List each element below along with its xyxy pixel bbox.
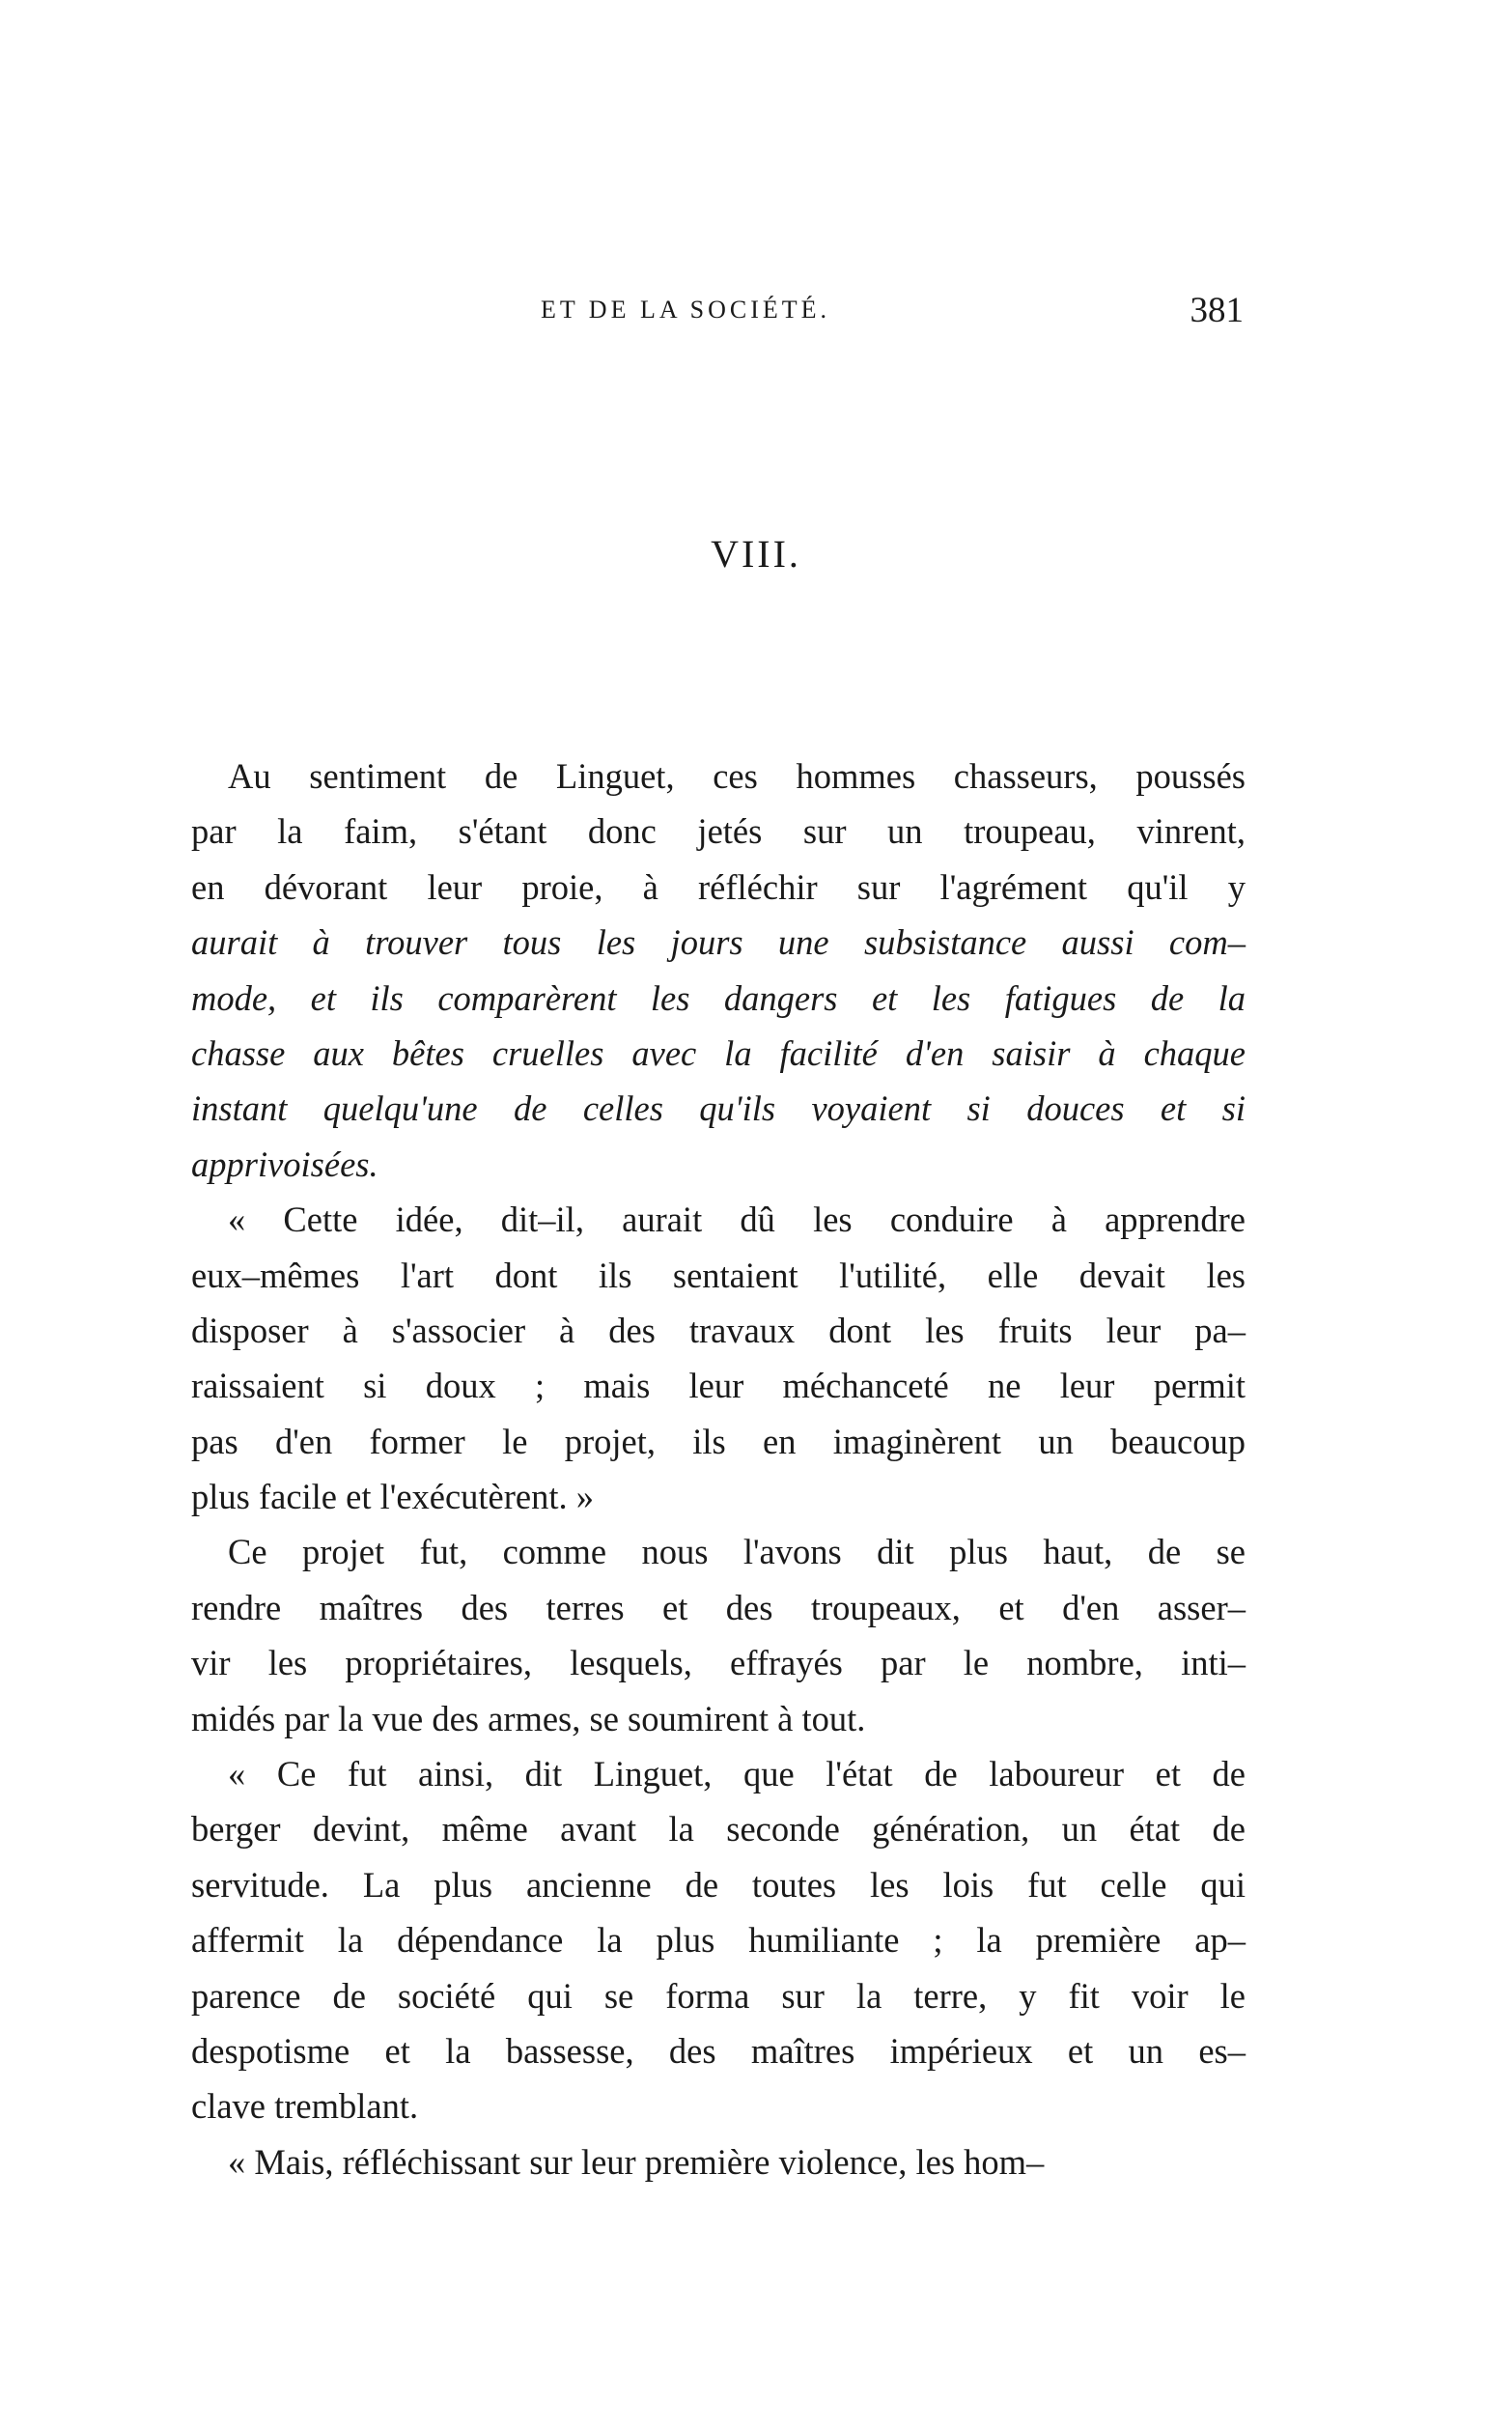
- running-title: ET DE LA SOCIÉTÉ.: [541, 296, 831, 324]
- text-line: servitude. La plus ancienne de toutes les lois fut celle qui: [191, 1864, 1246, 1905]
- text-line: instant quelqu'une de celles qu'ils voyaient si douces et si: [191, 1088, 1246, 1129]
- text-line: en dévorant leur proie, à réfléchir sur l'agrément qu'il y: [191, 866, 1246, 907]
- paragraph: [191, 2134, 1246, 2189]
- paragraph: [191, 1192, 1246, 1524]
- page-number: 381: [1190, 291, 1244, 330]
- text-line: aurait à trouver tous les jours une subsistance aussi com–: [191, 922, 1246, 963]
- text-line: mode, et ils comparèrent les dangers et les fatigues de la: [191, 977, 1246, 1018]
- text-line: disposer à s'associer à des travaux dont les fruits leur pa–: [191, 1310, 1246, 1350]
- text-line: Au sentiment de Linguet, ces hommes chasseurs, poussés: [228, 756, 1246, 796]
- text-line: raissaient si doux ; mais leur méchanceté ne leur permit: [191, 1366, 1246, 1406]
- text-line: midés par la vue des armes, se soumirent à tout.: [191, 1698, 866, 1738]
- running-head: [191, 291, 1244, 334]
- text-line: rendre maîtres des terres et des troupeaux, et d'en asser–: [191, 1587, 1246, 1627]
- text-line: berger devint, même avant la seconde génération, un état de: [191, 1809, 1246, 1850]
- paragraph: [191, 1746, 1246, 2134]
- body-text: [191, 748, 1246, 2189]
- text-line: Ce projet fut, comme nous l'avons dit plus haut, de se: [228, 1532, 1246, 1572]
- text-line: « Ce fut ainsi, dit Linguet, que l'état de laboureur et de: [228, 1754, 1246, 1794]
- paragraph: [191, 1524, 1246, 1746]
- text-line: plus facile et l'exécutèrent. »: [191, 1477, 595, 1517]
- section-heading: VIII.: [711, 532, 801, 576]
- text-line: affermit la dépendance la plus humiliante ; la première ap–: [191, 1920, 1246, 1961]
- text-line: chasse aux bêtes cruelles avec la facilité d'en saisir à chaque: [191, 1032, 1246, 1073]
- text-line: clave tremblant.: [191, 2086, 419, 2127]
- text-line: parence de société qui se forma sur la terre, y fit voir le: [191, 1975, 1246, 2016]
- text-line: eux–mêmes l'art dont ils sentaient l'utilité, elle devait les: [191, 1255, 1246, 1295]
- text-line: pas d'en former le projet, ils en imaginèrent un beaucoup: [191, 1421, 1246, 1461]
- text-line: « Cette idée, dit–il, aurait dû les conduire à apprendre: [228, 1200, 1246, 1240]
- paragraph: [191, 748, 1246, 1192]
- text-line: « Mais, réfléchissant sur leur première violence, les hom–: [228, 2141, 1045, 2182]
- text-line: apprivoisées.: [191, 1144, 378, 1184]
- text-line: vir les propriétaires, lesquels, effrayés par le nombre, inti–: [191, 1643, 1246, 1683]
- text-line: despotisme et la bassesse, des maîtres impérieux et un es–: [191, 2030, 1246, 2071]
- text-line: par la faim, s'étant donc jetés sur un troupeau, vinrent,: [191, 811, 1246, 852]
